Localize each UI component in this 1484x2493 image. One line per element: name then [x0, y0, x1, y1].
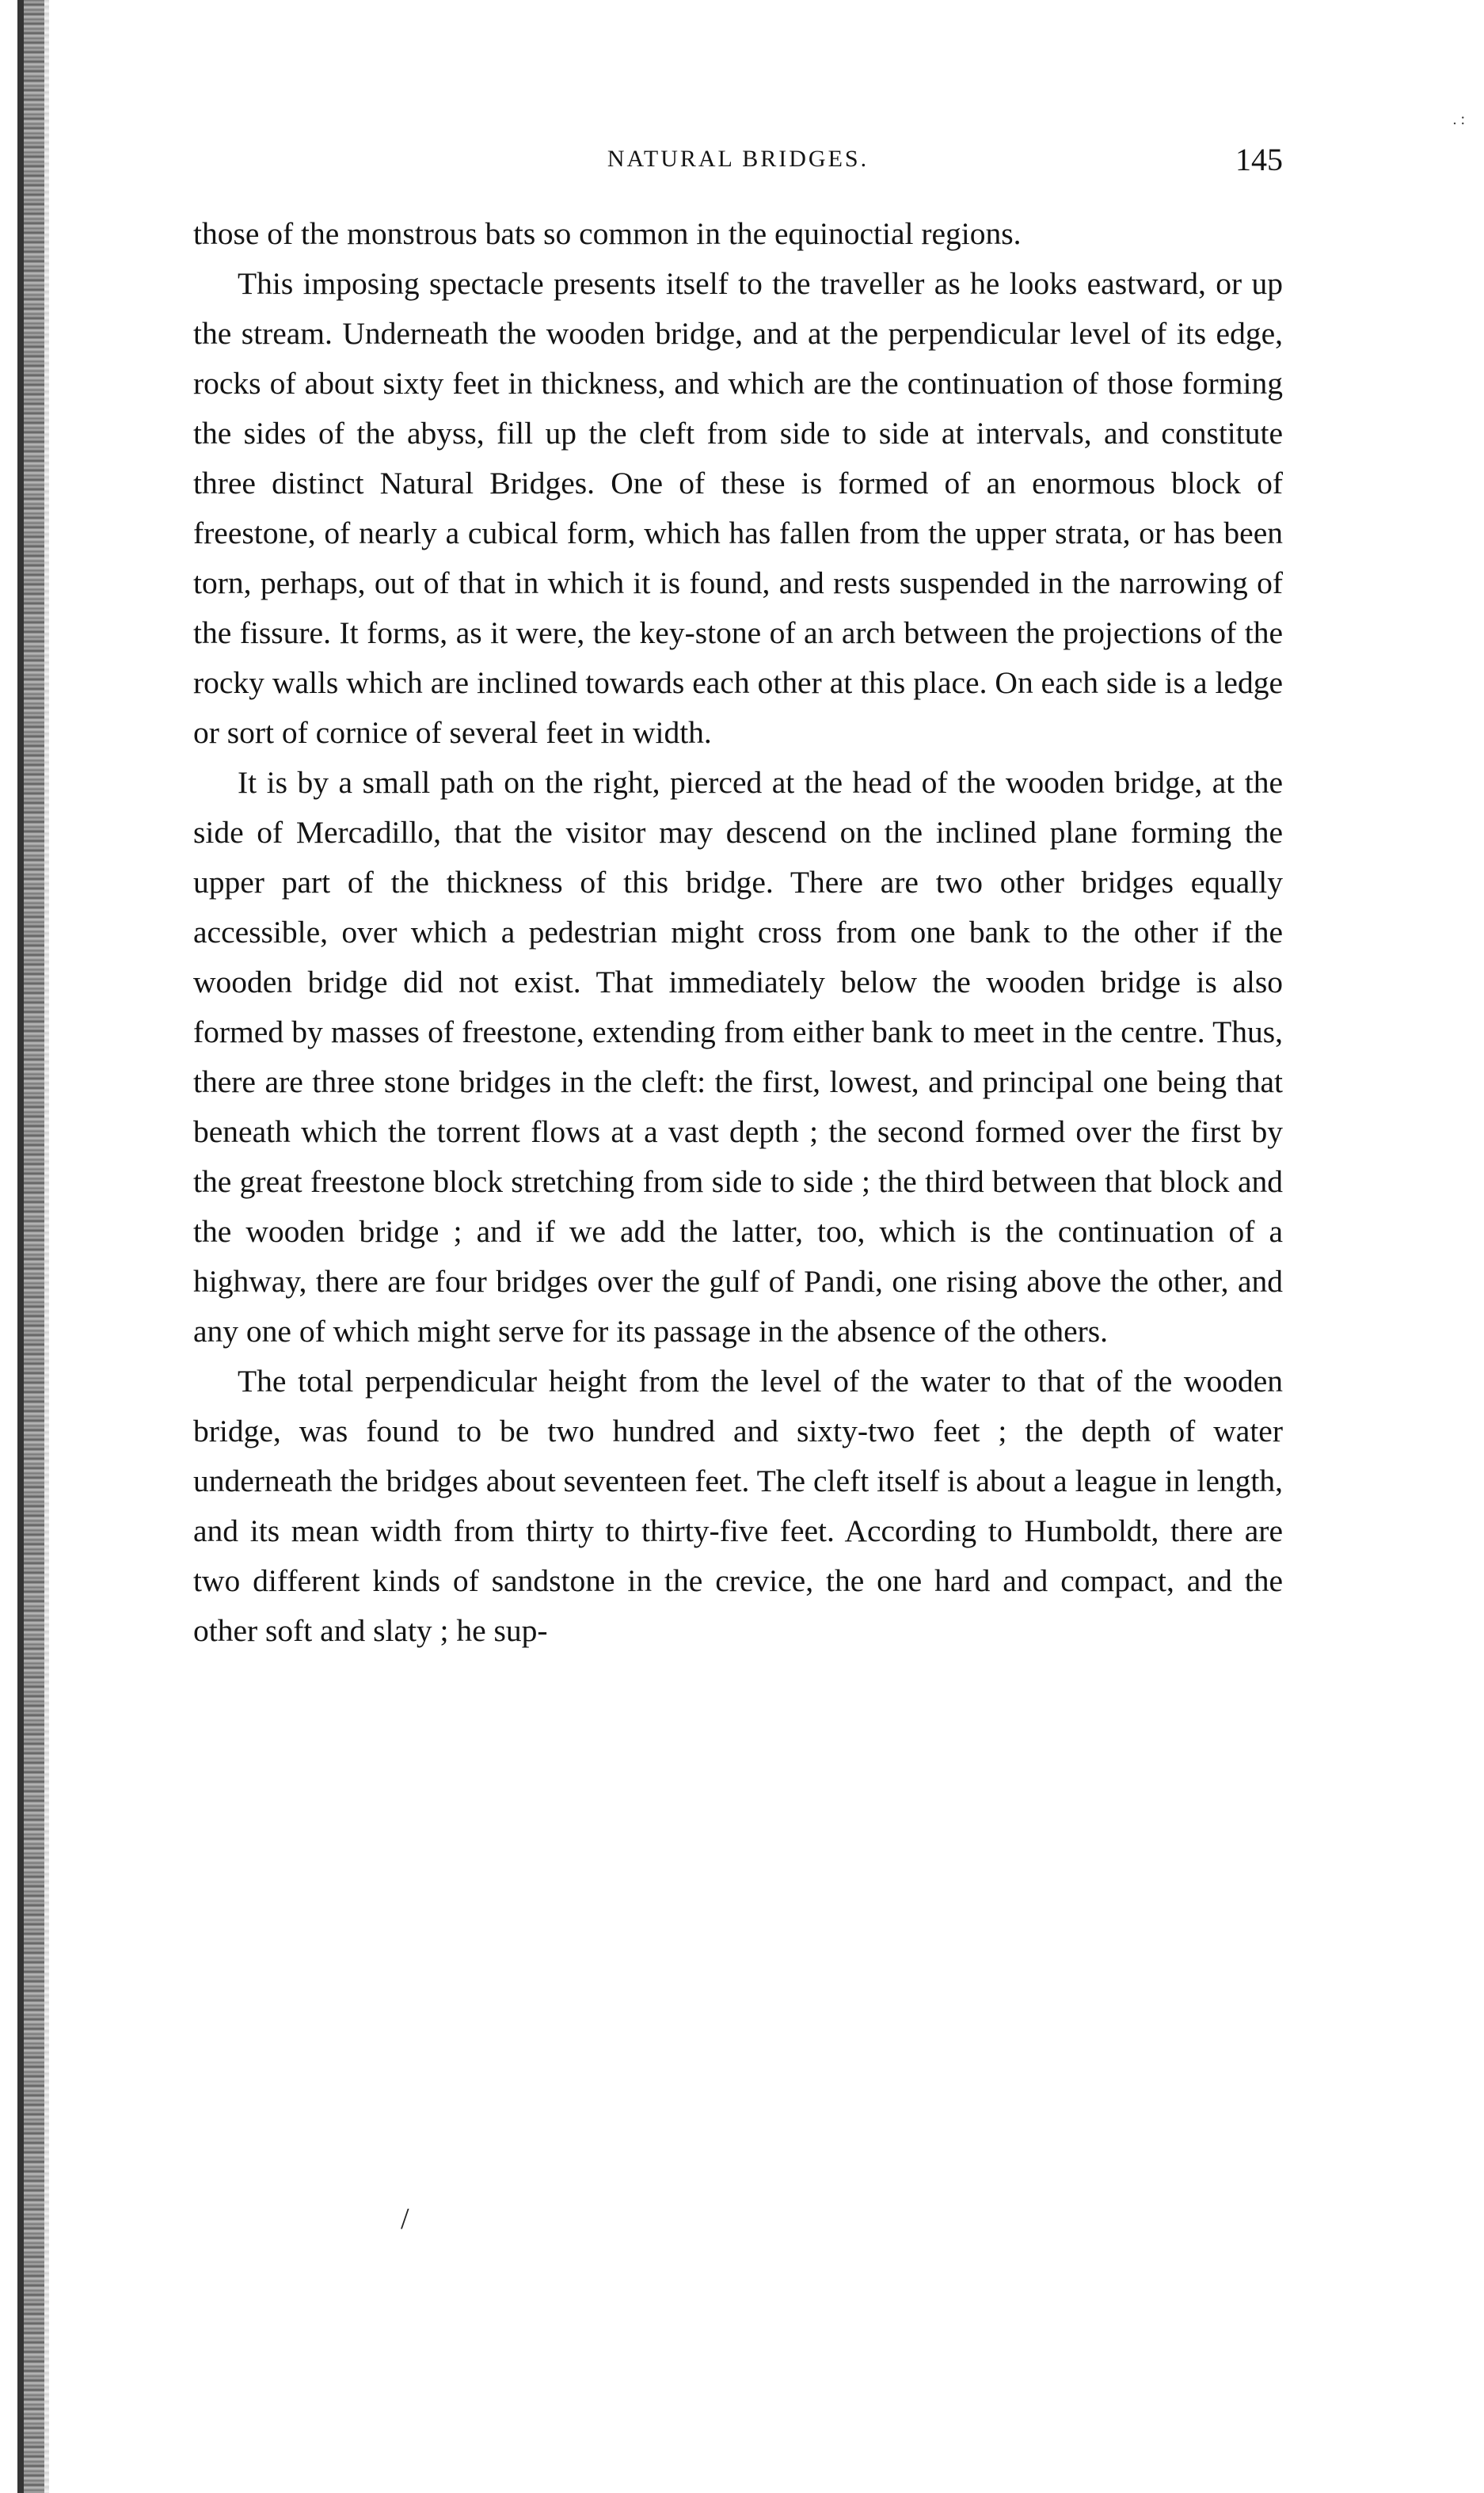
page-number: 145 [1235, 142, 1283, 177]
paragraph-3: It is by a small path on the right, pierced at the head of the wooden bridge, at the side of Mercadillo, that the visitor may descend on the inclined plane forming the upper part of the thickness of this bridge. There are two other bridges equally accessible, over which a pedestrian might cross from one bank to the other if the wooden bridge did not exist. That immediately below the wooden bridge is also formed by masses of freestone, extending from either bank to meet in the centre. Thus, there are three stone bridges in the cleft: the first, lowest, and principal one being that beneath which the torrent flows at a vast depth ; the second formed over the first by the great freestone block stretching from side to side ; the third between that block and the wooden bridge ; and if we add the latter, too, which is the continuation of a highway, there are four bridges over the gulf of Pandi, one rising above the other, and any one of which might serve for its passage in the absence of the others. [193, 765, 1283, 1349]
body-text [193, 209, 1283, 1656]
paragraph-4: The total perpendicular height from the level of the water to that of the wooden bridge, was found to be two hundred and sixty-two feet ; the depth of water underneath the bridges about seventeen feet. The cleft itself is about a league in length, and its mean width from thirty to thirty-five feet. According to Humboldt, there are two different kinds of sandstone in the crevice, the one hard and compact, and the other soft and slaty ; he sup- [193, 1364, 1283, 1648]
page-header [193, 141, 1283, 181]
page-binding-edge [17, 0, 44, 2493]
paragraph-2: This imposing spectacle presents itself to the traveller as he looks eastward, or up the stream. Underneath the wooden bridge, and at the perpendicular level of its edge, rocks of about sixty feet in thickness, and which are the continuation of those forming the sides of the abyss, fill up the cleft from side to side at intervals, and constitute three distinct Natural Bridges. One of these is formed of an enormous block of freestone, of nearly a cubical form, which has fallen from the upper strata, or has been torn, perhaps, out of that in which it is found, and rests suspended in the narrowing of the fissure. It forms, as it were, the key-stone of an arch between the projections of the rocky walls which are inclined towards each other at this place. On each side is a ledge or sort of cornice of several feet in width. [193, 266, 1283, 750]
running-head: NATURAL BRIDGES. [607, 146, 869, 172]
stray-pen-mark: / [401, 2202, 409, 2236]
edge-specks: . : [1452, 111, 1465, 128]
paragraph-1: those of the monstrous bats so common in the equinoctial regions. [193, 216, 1022, 251]
